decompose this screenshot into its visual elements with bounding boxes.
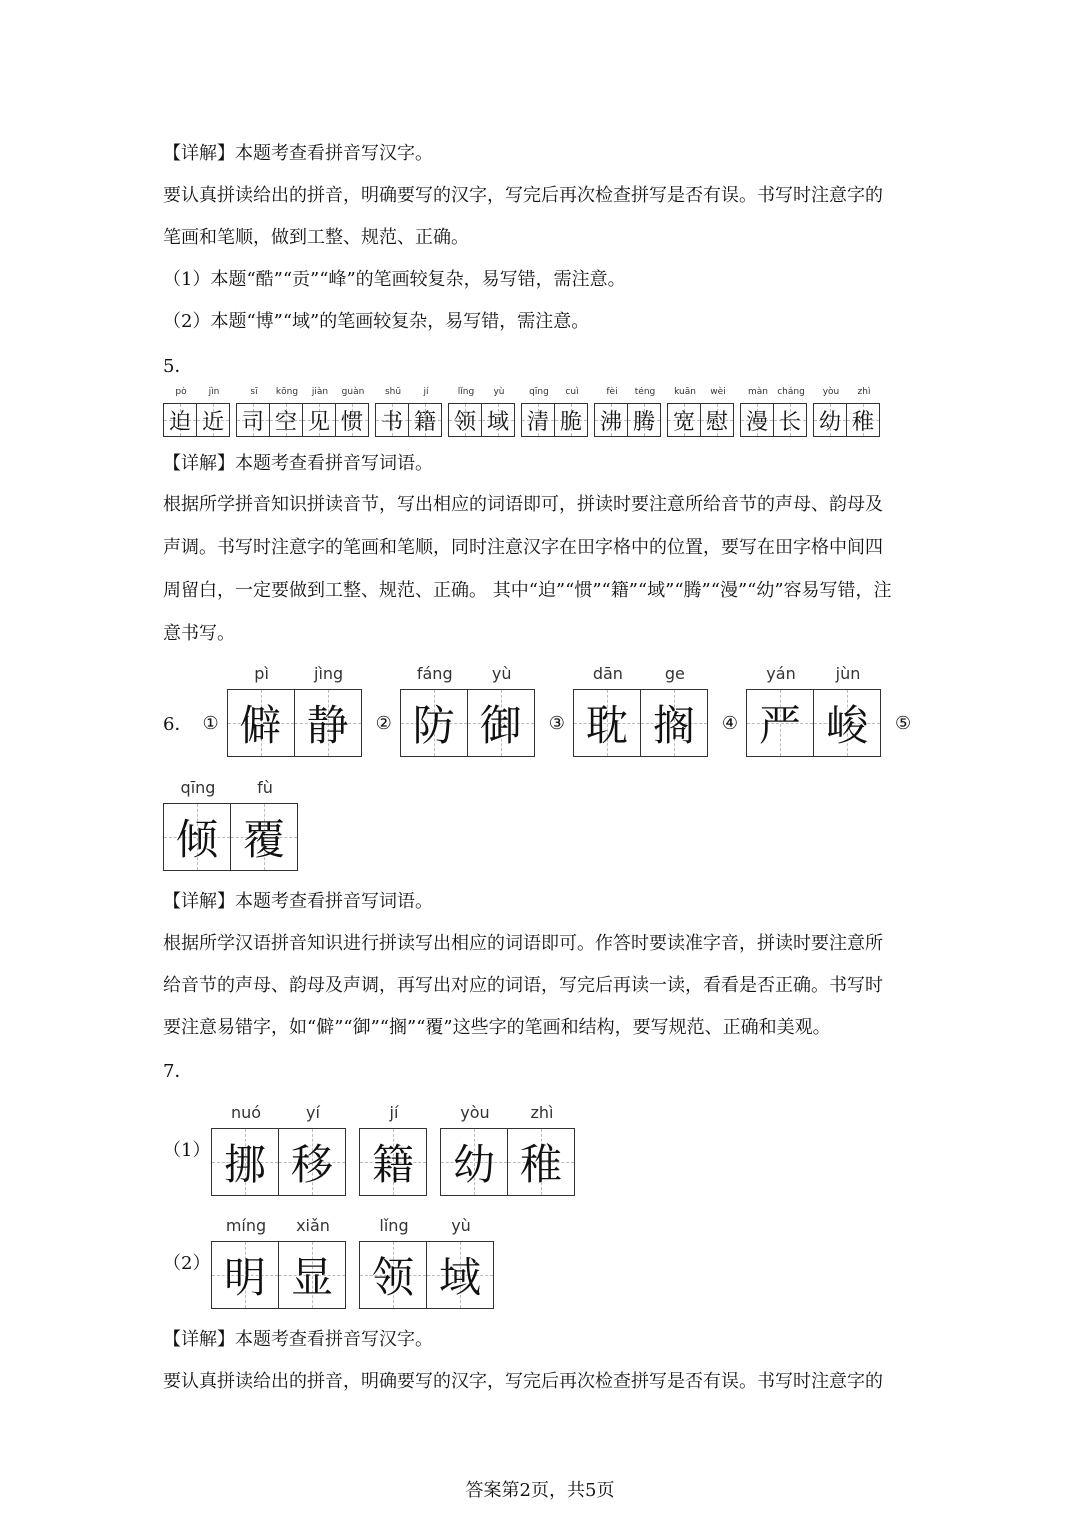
s4-p4: （2）本题“博”“域”的笔画较复杂，易写错，需注意。 <box>163 311 590 332</box>
pinyin: xiǎn <box>296 1216 330 1235</box>
hanzi: 领 <box>371 1253 414 1302</box>
pinyin: lǐng <box>457 387 475 397</box>
hanzi: 稚 <box>851 409 874 435</box>
hanzi: 峻 <box>826 701 869 750</box>
hanzi: 迫 <box>168 409 191 435</box>
hanzi: 脆 <box>559 409 582 435</box>
hanzi: 籍 <box>413 409 436 435</box>
pinyin: lǐng <box>379 1216 409 1235</box>
q5-p4: 意书写。 <box>163 623 235 644</box>
item-marker: ④ <box>721 712 739 734</box>
word-group <box>594 387 661 437</box>
q6-grid-row2 <box>163 778 298 871</box>
word-group <box>667 387 734 437</box>
tianzige-cell <box>278 1216 346 1309</box>
tianzige-cell <box>375 387 409 437</box>
word-group <box>400 664 535 757</box>
tianzige-cell <box>846 387 880 437</box>
hanzi: 静 <box>306 701 349 750</box>
pinyin: qīng <box>529 387 549 397</box>
pinyin: sī <box>250 387 258 397</box>
pinyin: jí <box>423 387 429 397</box>
hanzi: 域 <box>486 409 509 435</box>
hanzi: 域 <box>438 1253 481 1302</box>
hanzi: 明 <box>223 1253 266 1302</box>
pinyin: guàn <box>341 387 365 397</box>
hanzi: 领 <box>453 409 476 435</box>
word-group <box>227 664 362 757</box>
hanzi: 惯 <box>340 409 363 435</box>
hanzi: 书 <box>380 409 403 435</box>
s4-p2: 笔画和笔顺，做到工整、规范、正确。 <box>163 227 469 248</box>
pinyin: kuān <box>674 387 696 397</box>
q5-p1: 根据所学拼音知识拼读音节，写出相应的词语即可，拼读时要注意所给音节的声母、韵母及 <box>163 494 883 515</box>
hanzi: 空 <box>274 409 297 435</box>
item-marker: ① <box>202 712 219 734</box>
pinyin: pì <box>254 664 269 683</box>
pinyin: yù <box>491 664 512 683</box>
tianzige-cell <box>440 1103 508 1196</box>
tianzige-cell <box>400 664 468 757</box>
word-group <box>448 387 515 437</box>
q6-detail: 【详解】本题考查看拼音写词语。 <box>163 891 433 912</box>
q5-pinyin-grid <box>163 387 886 437</box>
tianzige-cell <box>507 1103 575 1196</box>
pinyin: jìn <box>208 387 220 397</box>
tianzige-cell <box>813 387 847 437</box>
pinyin: wèi <box>710 387 726 397</box>
pinyin: yù <box>451 1216 471 1235</box>
pinyin: jí <box>389 1103 399 1122</box>
pinyin: zhì <box>857 387 871 397</box>
word-group <box>359 1216 494 1309</box>
hanzi: 倾 <box>175 815 218 864</box>
tianzige-cell <box>211 1216 279 1309</box>
tianzige-cell <box>408 387 442 437</box>
tianzige-cell <box>236 387 270 437</box>
tianzige-cell <box>302 387 336 437</box>
pinyin: yòu <box>822 387 840 397</box>
tianzige-cell <box>746 664 814 757</box>
pinyin: jìng <box>314 664 344 683</box>
tianzige-cell <box>196 387 230 437</box>
q7-grid-row2 <box>163 1216 507 1309</box>
tianzige-cell <box>211 1103 279 1196</box>
pinyin: fèi <box>606 387 618 397</box>
tianzige-cell <box>594 387 628 437</box>
tianzige-cell <box>700 387 734 437</box>
tianzige-cell <box>448 387 482 437</box>
word-group <box>211 1103 346 1196</box>
hanzi: 挪 <box>223 1140 266 1189</box>
tianzige-cell <box>278 1103 346 1196</box>
page-footer: 答案第2页，共5页 <box>465 1480 615 1501</box>
hanzi: 严 <box>759 701 802 750</box>
word-group <box>740 387 807 437</box>
q7-p1: 要认真拼读给出的拼音，明确要写的汉字，写完后再次检查拼写是否有误。书写时注意字的 <box>163 1371 883 1392</box>
tianzige-cell <box>269 387 303 437</box>
q6-grid-row1 <box>163 664 919 757</box>
hanzi: 显 <box>290 1253 333 1302</box>
hanzi: 耽 <box>585 701 628 750</box>
hanzi: 腾 <box>632 409 655 435</box>
pinyin: jùn <box>835 664 861 683</box>
q5-detail: 【详解】本题考查看拼音写词语。 <box>163 453 433 474</box>
hanzi: 见 <box>307 409 330 435</box>
pinyin: shū <box>384 387 402 397</box>
pinyin: yòu <box>460 1103 490 1122</box>
item-marker: ⑤ <box>895 712 912 734</box>
pinyin: yí <box>306 1103 320 1122</box>
tianzige-cell <box>227 664 295 757</box>
word-group <box>236 387 369 437</box>
pinyin: màn <box>748 387 768 397</box>
tianzige-cell <box>627 387 661 437</box>
hanzi: 幼 <box>818 409 841 435</box>
item-marker: ③ <box>548 712 565 734</box>
pinyin: yù <box>493 387 505 397</box>
s4-detail: 【详解】本题考查看拼音写汉字。 <box>163 143 433 164</box>
tianzige-cell <box>640 664 708 757</box>
tianzige-cell <box>467 664 535 757</box>
tianzige-cell <box>230 778 298 871</box>
word-group <box>359 1103 427 1196</box>
tianzige-cell <box>740 387 774 437</box>
hanzi: 宽 <box>672 409 695 435</box>
q7-label-2: （2） <box>163 1253 211 1274</box>
word-group <box>163 387 230 437</box>
pinyin: cuì <box>565 387 579 397</box>
pinyin: yán <box>766 664 796 683</box>
hanzi: 沸 <box>599 409 622 435</box>
q6-p2: 给音节的声母、韵母及声调，再写出对应的词语，写完后再读一读，看看是否正确。书写时 <box>163 975 883 996</box>
pinyin: dān <box>592 664 623 683</box>
tianzige-cell <box>163 387 197 437</box>
pinyin: kōng <box>275 387 299 397</box>
hanzi: 稚 <box>519 1140 562 1189</box>
s4-p1: 要认真拼读给出的拼音，明确要写的汉字，写完后再次检查拼写是否有误。书写时注意字的 <box>163 185 883 206</box>
word-group <box>813 387 880 437</box>
pinyin: fáng <box>416 664 453 683</box>
q7-label-1: （1） <box>163 1140 211 1161</box>
q5-p3: 周留白，一定要做到工整、规范、正确。 其中“迫”“惯”“籍”“域”“腾”“漫”“幼”容易写错，注 <box>163 580 892 601</box>
tianzige-cell <box>573 664 641 757</box>
s4-p3: （1）本题“酷”“贡”“峰”的笔画较复杂，易写错，需注意。 <box>163 269 626 290</box>
hanzi: 防 <box>412 701 455 750</box>
pinyin: cháng <box>777 387 805 397</box>
q6-p1: 根据所学汉语拼音知识进行拼读写出相应的词语即可。作答时要读准字音，拼读时要注意所 <box>163 933 883 954</box>
tianzige-cell <box>554 387 588 437</box>
pinyin: zhì <box>530 1103 554 1122</box>
hanzi: 漫 <box>745 409 768 435</box>
hanzi: 慰 <box>705 409 728 435</box>
tianzige-cell <box>335 387 369 437</box>
item-marker: ② <box>375 712 392 734</box>
word-group <box>211 1216 346 1309</box>
tianzige-cell <box>481 387 515 437</box>
word-group <box>440 1103 575 1196</box>
hanzi: 司 <box>241 409 264 435</box>
tianzige-cell <box>163 778 231 871</box>
hanzi: 籍 <box>371 1140 414 1189</box>
pinyin: jiàn <box>311 387 329 397</box>
hanzi: 搁 <box>652 701 695 750</box>
q7-number: 7． <box>163 1061 193 1082</box>
pinyin: téng <box>634 387 656 397</box>
pinyin: fù <box>257 778 273 797</box>
tianzige-cell <box>667 387 701 437</box>
pinyin: ge <box>664 664 685 683</box>
hanzi: 覆 <box>242 815 285 864</box>
tianzige-cell <box>773 387 807 437</box>
q7-grid-row1 <box>163 1103 588 1196</box>
hanzi: 长 <box>778 409 801 435</box>
q7-detail: 【详解】本题考查看拼音写汉字。 <box>163 1329 433 1350</box>
hanzi: 清 <box>526 409 549 435</box>
tianzige-cell <box>359 1216 427 1309</box>
tianzige-cell <box>813 664 881 757</box>
pinyin: pò <box>175 387 187 397</box>
pinyin: qīng <box>180 778 216 797</box>
hanzi: 御 <box>479 701 522 750</box>
q6-number: 6． <box>163 714 193 735</box>
tianzige-cell <box>294 664 362 757</box>
hanzi: 幼 <box>452 1140 495 1189</box>
word-group <box>163 778 298 871</box>
tianzige-cell <box>521 387 555 437</box>
pinyin: míng <box>225 1216 267 1235</box>
word-group <box>521 387 588 437</box>
tianzige-cell <box>359 1103 427 1196</box>
q5-p2: 声调。书写时注意字的笔画和笔顺，同时注意汉字在田字格中的位置，要写在田字格中间四 <box>163 537 883 558</box>
q6-p3: 要注意易错字，如“僻”“御”“搁”“覆”这些字的笔画和结构，要写规范、正确和美观。 <box>163 1017 831 1038</box>
hanzi: 僻 <box>239 701 282 750</box>
hanzi: 移 <box>290 1140 333 1189</box>
pinyin: nuó <box>230 1103 262 1122</box>
hanzi: 近 <box>201 409 224 435</box>
word-group <box>746 664 881 757</box>
word-group <box>573 664 708 757</box>
q5-number: 5． <box>163 356 193 377</box>
tianzige-cell <box>426 1216 494 1309</box>
word-group <box>375 387 442 437</box>
